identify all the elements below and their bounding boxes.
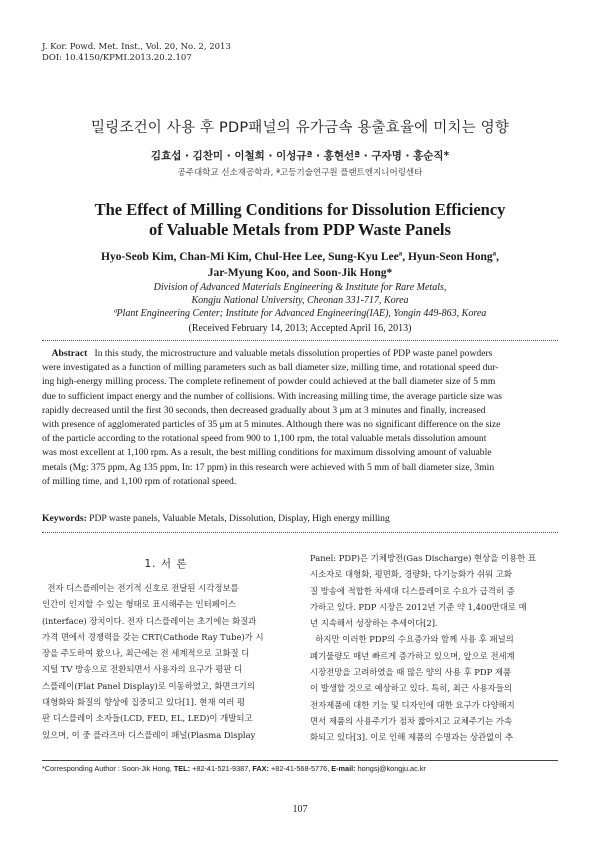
footnote-tel: +82-41-521-9387,	[192, 764, 251, 773]
journal-header	[42, 42, 231, 64]
footnote-tel-label: TEL:	[173, 764, 191, 773]
body-column-right	[310, 550, 558, 746]
body-line: 전자 디스플레이는 전기적 신호로 전달된 시각정보를	[47, 583, 239, 593]
body-line: 면서 제품의 사용주기가 점차 짧아지고 교체주기는 가속	[310, 715, 513, 726]
body-line: 인간이 인지할 수 있는 형태로 표시해주는 인터페이스	[42, 599, 236, 610]
body-line: 판 디스플레이 소자들(LCD, FED, EL, LED)이 개발되고	[42, 713, 253, 724]
body-line: 질 방송에 적합한 차세대 디스플레이로 수요가 급격히 증	[310, 585, 515, 596]
abstract-line: with presence of agglomerated particles of 35 μm at 5 minutes. Although there was no significant difference on the size	[42, 419, 501, 431]
english-affiliation	[40, 281, 560, 320]
body-line: (interface) 장치이다. 전자 디스플레이는 초기에는 화질과	[42, 615, 257, 626]
korean-authors: 김효섭 · 김찬미 · 이철희 · 이성규ª · 홍현선ª · 구자명 · 홍순직*	[150, 150, 450, 162]
footnote-divider	[42, 760, 558, 761]
abstract-line: Abstract In this study, the microstructure and valuable metals dissolution properties of PDP waste panel powders	[51, 348, 493, 359]
footnote-email-label: E-mail:	[331, 764, 356, 773]
divider-bottom	[42, 532, 558, 533]
section-heading: 1. 서 론	[144, 558, 188, 570]
body-line: 이 발생할 것으로 예상하고 있다. 특히, 최근 사용자들의	[310, 683, 512, 694]
footnote-fax-label: FAX:	[252, 764, 269, 773]
body-line: 화되고 있다[3]. 이로 인해 제품의 수명과는 상관없이 추	[310, 732, 514, 743]
body-line: 시장전망을 고려하였을 때 많은 양의 사용 후 PDP 제품	[310, 667, 512, 678]
footnote-email: hongsj@kongju.ac.kr	[357, 764, 426, 773]
abstract-label: Abstract	[51, 348, 88, 359]
body-line: 스플레이(Flat Panel Display)로 이동하였고, 화면크기의	[42, 680, 255, 691]
body-line: 폐기물량도 매년 빠르게 증가하고 있으며, 앞으로 전세계	[310, 650, 515, 661]
page-number: 107	[292, 804, 308, 815]
body-line: 가하고 있다. PDP 시장은 2012년 기준 약 1,400만대로 매	[310, 601, 527, 612]
english-authors	[40, 250, 560, 281]
english-title-line: of Valuable Metals from PDP Waste Panels	[149, 220, 451, 239]
footnote-name: Soon-Jik Hong,	[121, 764, 172, 773]
footnote-fax: +82-41-568-5776,	[271, 764, 330, 773]
affiliation-line: Kongju National University, Cheonan 331-717, Korea	[191, 295, 409, 306]
korean-title: 밀링조건이 사용 후 PDP패널의 유가금속 용출효율에 미치는 영향	[90, 120, 510, 136]
abstract-line: of the particle according to the rotational speed from 900 to 1,100 rpm, the total valuable metals dissolution amount	[42, 433, 487, 445]
body-line: Panel: PDP)은 기체방전(Gas Discharge) 현상을 이용한 표	[310, 553, 537, 563]
corresponding-author-footnote	[42, 764, 558, 773]
body-line: 있으며, 이 중 플라즈마 디스플레이 패널(Plasma Display	[42, 729, 256, 740]
keywords-label: Keywords:	[42, 513, 87, 524]
keywords-text: PDP waste panels, Valuable Metals, Dissolution, Display, High energy milling	[89, 513, 390, 524]
english-authors-line: Hyo-Seob Kim, Chan-Mi Kim, Chul-Hee Lee, Sung-Kyu Leeª, Hyun-Seon Hongª,	[101, 251, 499, 263]
body-line: 대형화와 화질의 향상에 집중되고 있다[1]. 현재 여러 평	[42, 697, 246, 708]
abstract-line: metals (Mg: 375 ppm, Ag 135 ppm, In: 17 ppm) in this research were achieved with 5 mm of ball diameter size, 3min	[42, 461, 495, 473]
body-line: 년 지속해서 성장하는 추세이다[2].	[310, 618, 438, 629]
abstract-line: was most excellent at 1,100 rpm. As a result, the best milling conditions for maximum dissolving amount of valuable	[42, 447, 492, 459]
keywords	[42, 513, 558, 524]
english-title-line: The Effect of Milling Conditions for Dissolution Efficiency	[94, 200, 506, 219]
body-line: 가격 면에서 경쟁력을 갖는 CRT(Cathode Ray Tube)가 시	[42, 631, 264, 642]
footnote-label: *Corresponding Author :	[42, 764, 120, 773]
abstract-line: ing high-energy milling process. The complete refinement of powder could achieved at the ball diameter size of 5 mm	[42, 376, 496, 388]
divider-top	[42, 340, 558, 341]
journal-citation: J. Kor. Powd. Met. Inst., Vol. 20, No. 2, 2013	[42, 42, 231, 52]
body-line: 하지만 이러한 PDP의 수요증가와 함께 사용 후 패널의	[315, 634, 514, 645]
received-dates: (Received February 14, 2013; Accepted April 16, 2013)	[188, 323, 412, 334]
body-column-left	[42, 546, 290, 743]
body-line: 장을 주도하여 왔으나, 최근에는 전 세계적으로 고화질 디	[42, 648, 250, 659]
korean-affiliation: 공주대학교 신소재공학과, ª고등기술연구원 플랜트엔지니어링센타	[177, 168, 423, 178]
abstract-line: rapidly decreased until the first 30 seconds, then decreased gradually about 3 μm at 3 minutes and finally, increased	[42, 404, 486, 416]
abstract-line: were investigated as a function of milling parameters such as ball diameter size, milling time, and rotational speed dur-	[42, 362, 499, 374]
body-line: 시소자로 대형화, 평면화, 경량화, 다기능화가 쉬워 고화	[310, 569, 512, 580]
body-line: 전자제품에 대한 기능 및 디자인에 대한 요구가 다양해지	[310, 699, 515, 710]
affiliation-line: ªPlant Engineering Center; Institute for Advanced Engineering(IAE), Yongin 449-863, Korea	[113, 308, 487, 319]
body-line: 지털 TV 방송으로 전환되면서 사용자의 요구가 평판 디	[42, 664, 243, 675]
affiliation-line: Division of Advanced Materials Engineering & Institute for Rare Metals,	[153, 282, 447, 293]
english-authors-line: Jar-Myung Koo, and Soon-Jik Hong*	[207, 266, 393, 279]
english-title	[30, 200, 570, 240]
abstract	[42, 347, 558, 489]
journal-doi: DOI: 10.4150/KPMI.2013.20.2.107	[42, 53, 192, 63]
abstract-line: due to sufficient impact energy and the number of collisions. With increasing milling time, the average particle size was	[42, 390, 502, 402]
abstract-line: of milling time, and 1,100 rpm of rotational speed.	[42, 475, 237, 487]
